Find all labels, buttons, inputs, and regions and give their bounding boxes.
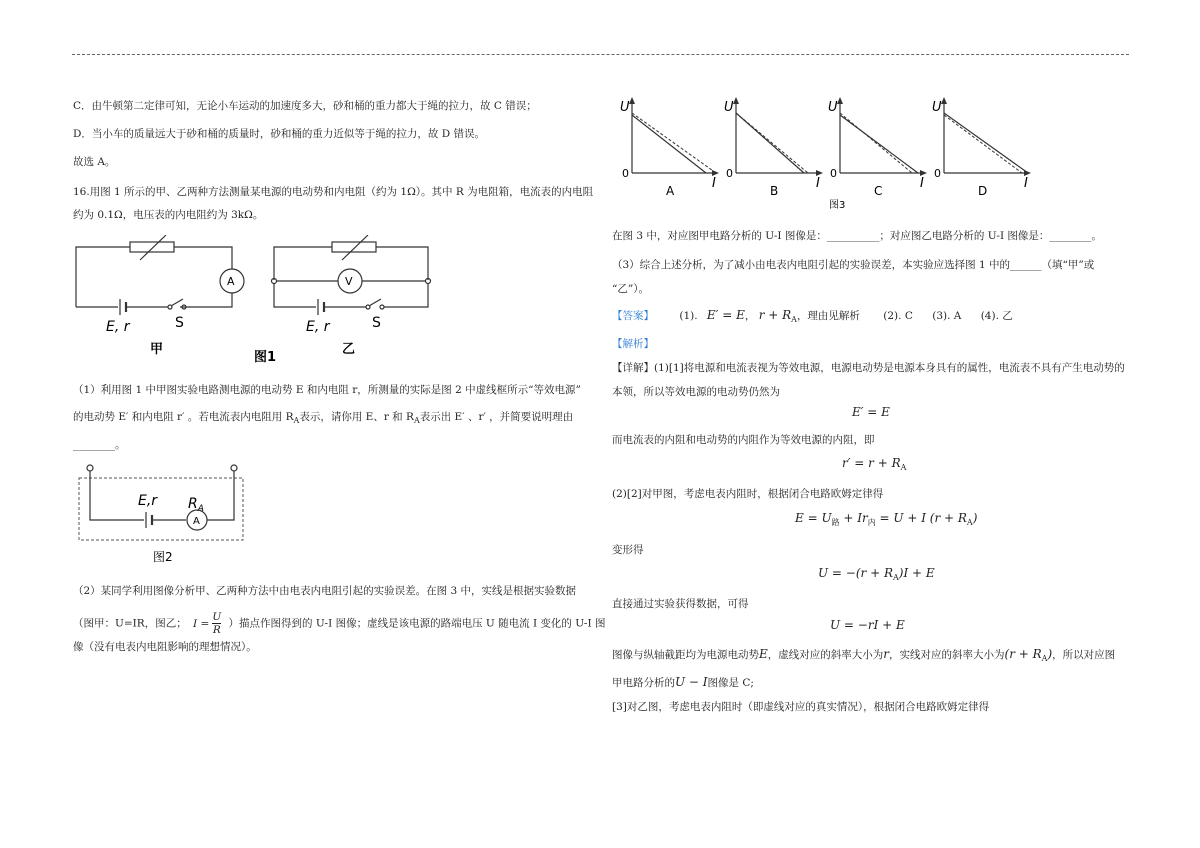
part2-line3: 像（没有电表内电阻影响的理想情况）。: [73, 641, 257, 653]
graph-B-origin: 0: [726, 167, 733, 180]
equation-3: $E = U_路 + Ir_内 = U + I$ $(r + R_A)$: [795, 511, 978, 527]
question-fig3: 在图 3 中，对应图甲电路分析的 U-I 图像是：__________；对应图乙电路分析的 U-I 图像是：________。: [612, 230, 1102, 242]
ammeter-label: A: [227, 275, 235, 288]
graph-A-dashed-line: [632, 113, 716, 173]
detail-line5: 变形得: [612, 544, 644, 556]
part3-line1: （3）综合上述分析，为了减小由电表内电阻引起的实验误差，本实验应选择图 1 中的______（填“甲”或: [612, 259, 1095, 271]
graph-A-origin: 0: [622, 167, 629, 180]
graph-D-letter: D: [978, 184, 988, 198]
ammeter-label-fig2: A: [193, 516, 200, 527]
part2-line2: （图甲：U=IR，图乙； I = $\frac{U}{R}$ ）描点作图得到的 U-I 图像；虚线是该电源的路端电压 U 随电流 I 变化的 U-I 图: [73, 611, 606, 636]
emf-label-yi: E, r: [306, 319, 330, 335]
graph-C-y-arrow: [837, 97, 843, 104]
graph-C-letter: C: [874, 184, 883, 198]
header-rule: [72, 54, 1129, 55]
switch-label-yi: S: [372, 315, 381, 331]
graph-D-y-arrow: [941, 97, 947, 104]
switch-label-jia: S: [175, 315, 184, 331]
detail-line2: 本领，所以等效电源的电动势仍然为: [612, 386, 780, 398]
equation-2: $r' = r + R_A$: [842, 456, 907, 472]
detail-line4: (2)[2]对甲图，考虑电表内阻时，根据闭合电路欧姆定律得: [612, 488, 884, 500]
graph-A-solid-line: [632, 115, 706, 173]
figure-3-ui-graphs: [612, 95, 1032, 210]
graph-A-i-label: I: [712, 176, 716, 191]
figure-2-caption: 图2: [153, 550, 173, 564]
graph-D-i-label: I: [1024, 176, 1028, 191]
ra-label-fig2: $R_A$: [188, 496, 204, 514]
detail-line7: 图像与纵轴截距均为电源电动势E，虚线对应的斜率大小为r，实线对应的斜率大小为$(r + R_A)$，所以对应图: [612, 647, 1116, 663]
option-d-text: D．当小车的质量远大于砂和桶的质量时，砂和桶的重力近似等于绳的拉力，故 D 错误。: [73, 128, 486, 140]
detail-line8: 甲电路分析的U − I图像是 C;: [612, 675, 754, 689]
graph-D-dashed-line: [944, 115, 1022, 173]
graph-D-u-label: U: [932, 100, 942, 115]
figure-1-circuits: [70, 235, 450, 370]
graph-A-y-arrow: [629, 97, 635, 104]
equation-4: $U = -(r + R_A)I + E$: [818, 566, 935, 582]
graph-D-origin: 0: [934, 167, 941, 180]
graph-A-u-label: U: [620, 100, 630, 115]
detail-line3: 而电流表的内阻和电动势的内阻作为等效电源的内阻，即: [612, 434, 875, 446]
emf-label-fig2: E,r: [138, 493, 158, 509]
answer-line: 故选 A。: [73, 156, 116, 168]
option-c-text: C．由牛顿第二定律可知，无论小车运动的加速度多大，砂和桶的重力都大于绳的拉力，故 C 错误；: [73, 100, 537, 112]
question16-line2: 约为 0.1Ω，电压表的内电阻约为 3kΩ。: [73, 209, 264, 221]
part1-line2: 的电动势 E′ 和内电阻 r′ 。若电流表内电阻用 $R_A$表示，请你用 E、r 和 $R_A$表示出 E′ 、r′ ，并简要说明理由: [73, 411, 574, 425]
answer-tag: 【答案】: [612, 310, 654, 322]
graph-C-solid-line: [840, 115, 918, 173]
part3-line2: “乙”）。: [612, 283, 649, 295]
graph-B-letter: B: [770, 184, 779, 198]
detail-line6: 直接通过实验获得数据，可得: [612, 598, 749, 610]
graph-B-y-arrow: [733, 97, 739, 104]
part1-blank: ________。: [73, 439, 126, 451]
label-yi: 乙: [342, 342, 356, 357]
graph-B-i-label: I: [816, 176, 820, 191]
graph-B-u-label: U: [724, 100, 734, 115]
graph-C-i-label: I: [920, 176, 924, 191]
voltmeter-label: V: [345, 275, 353, 288]
part2-line1: （2）某同学利用图像分析甲、乙两种方法中由电表内电阻引起的实验误差。在图 3 中，实线是根据实验数据: [73, 585, 577, 597]
label-jia: 甲: [150, 342, 164, 357]
part1-line1: （1）利用图 1 中甲图实验电路测电源的电动势 E 和内电阻 r，所测量的实际是图 2 中虚线框所示“等效电源”: [73, 384, 581, 396]
graph-C-origin: 0: [830, 167, 837, 180]
graph-C-u-label: U: [828, 100, 838, 115]
detail-line9: [3]对乙图，考虑电表内阻时（即虚线对应的真实情况），根据闭合电路欧姆定律得: [612, 701, 990, 713]
equation-1: E′ = E: [852, 405, 890, 419]
detail-line1: 【详解】(1)[1]将电源和电流表视为等效电源，电源电动势是电源本身具有的属性，电流表不具有产生电动势的: [612, 362, 1125, 374]
graph-C-dashed-line: [840, 113, 912, 173]
figure-1-caption: 图1: [254, 350, 277, 365]
graph-A-letter: A: [666, 184, 675, 198]
question16-line1: 16.用图 1 所示的甲、乙两种方法测量某电源的电动势和内电阻（约为 1Ω）。其中 R 为电阻箱，电流表的内电阻: [73, 186, 594, 198]
graph-D-solid-line: [944, 113, 1028, 173]
answer-row: 【答案】 (1). E′ = E， $r + R_A$，理由见解析 (2). C (3). A (4). 乙: [612, 308, 1013, 324]
emf-label-jia: E, r: [106, 319, 130, 335]
graph-B-solid-line: [736, 113, 804, 173]
equation-5: U = −rI + E: [830, 618, 905, 632]
figure-3-caption: 图3: [829, 200, 846, 210]
figure-2-equivalent-source: [78, 462, 248, 567]
analysis-tag: 【解析】: [612, 338, 654, 350]
